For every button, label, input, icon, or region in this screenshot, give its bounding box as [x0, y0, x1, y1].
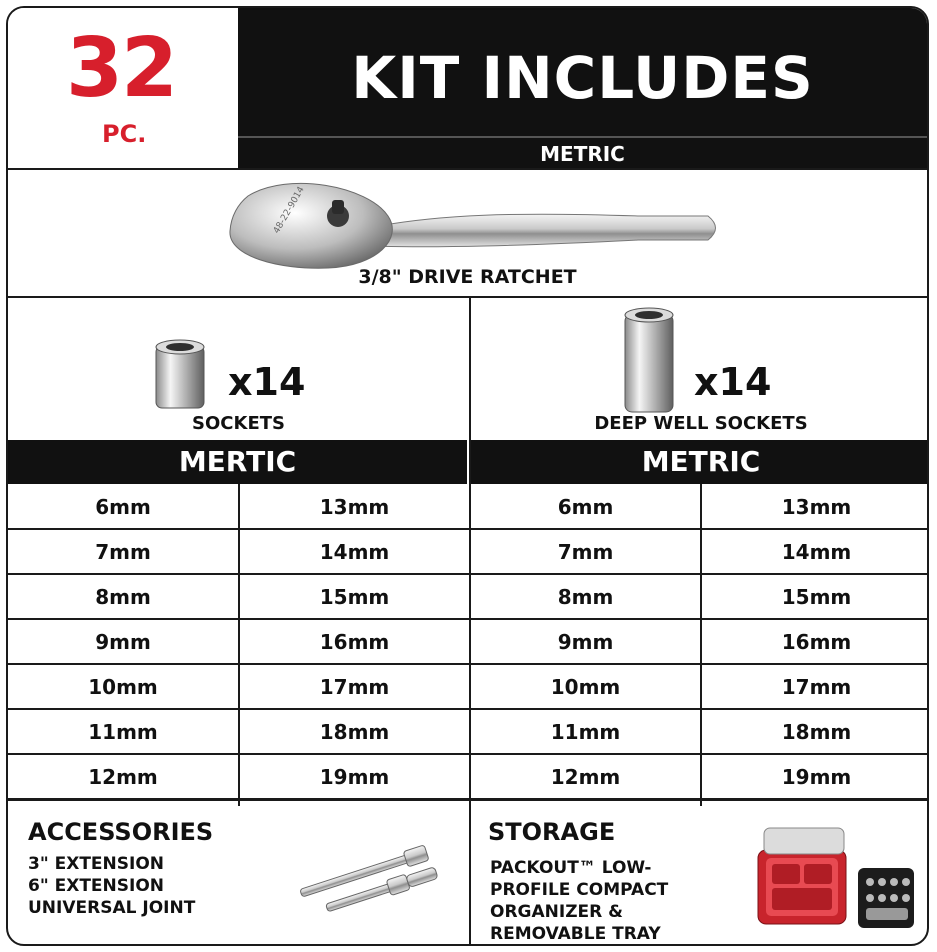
socket-size-cell: 12mm	[88, 765, 158, 789]
kit-contents-card	[6, 6, 929, 946]
bottom-divider	[469, 801, 471, 946]
deep-socket-size-cell: 7mm	[557, 540, 614, 564]
title-bar	[238, 8, 927, 136]
socket-icon	[154, 338, 206, 412]
accessory-item: 3" EXTENSION	[28, 854, 165, 874]
deep-socket-size-cell: 19mm	[781, 765, 852, 789]
deep-sockets-label: DEEP WELL SOCKETS	[594, 413, 808, 434]
packout-organizer-image	[754, 820, 924, 938]
piece-count-unit: PC.	[102, 120, 147, 148]
deep-socket-size-cell: 12mm	[550, 765, 621, 789]
deep-socket-size-cell: 15mm	[781, 585, 852, 609]
ratchet-image	[218, 176, 718, 276]
storage-title: STORAGE	[488, 818, 616, 846]
socket-size-cell: 14mm	[319, 540, 390, 564]
divider	[8, 296, 927, 298]
ratchet-engraving: 48-22-9014	[271, 185, 307, 236]
deep-socket-size-cell: 9mm	[557, 630, 614, 654]
ratchet-label: 3/8" DRIVE RATCHET	[358, 266, 577, 288]
kit-title: KIT INCLUDES	[351, 44, 814, 112]
storage-description-line: PROFILE COMPACT	[490, 880, 669, 900]
kit-subtitle: METRIC	[540, 142, 625, 166]
socket-size-cell: 10mm	[88, 675, 158, 699]
sockets-label: SOCKETS	[192, 413, 285, 434]
subtitle-bar	[238, 136, 927, 170]
socket-size-cell: 8mm	[95, 585, 151, 609]
deep-socket-size-cell: 17mm	[781, 675, 852, 699]
accessories-title: ACCESSORIES	[28, 818, 214, 846]
piece-count-number: 32	[66, 21, 177, 116]
deep-socket-size-cell: 16mm	[781, 630, 852, 654]
deep-socket-icon	[622, 306, 676, 416]
accessory-item: 6" EXTENSION	[28, 876, 165, 896]
deep-socket-quantity: x14	[694, 360, 772, 404]
socket-size-cell: 11mm	[88, 720, 158, 744]
socket-quantity: x14	[228, 360, 306, 404]
storage-description-line: ORGANIZER &	[490, 902, 623, 922]
socket-size-cell: 15mm	[319, 585, 390, 609]
storage-description-line: REMOVABLE TRAY	[490, 924, 661, 944]
deep-socket-size-cell: 11mm	[550, 720, 621, 744]
deep-socket-size-cell: 13mm	[781, 495, 852, 519]
socket-size-cell: 17mm	[319, 675, 390, 699]
deep-socket-size-cell: 6mm	[557, 495, 614, 519]
deep-socket-size-cell: 10mm	[550, 675, 621, 699]
socket-size-cell: 18mm	[319, 720, 390, 744]
accessory-item: UNIVERSAL JOINT	[28, 898, 196, 918]
socket-size-cell: 6mm	[95, 495, 151, 519]
deep-socket-size-cell: 18mm	[781, 720, 852, 744]
deep-sockets-column-header: METRIC	[471, 440, 929, 484]
deep-socket-size-cell: 14mm	[781, 540, 852, 564]
socket-size-cell: 9mm	[95, 630, 151, 654]
divider	[8, 168, 927, 170]
deep-socket-size-cell: 8mm	[557, 585, 614, 609]
accessories-image	[288, 826, 458, 918]
piece-count-box	[8, 8, 238, 168]
socket-size-cell: 19mm	[319, 765, 390, 789]
socket-size-cell: 7mm	[95, 540, 151, 564]
sockets-column-header: MERTIC	[8, 440, 467, 484]
socket-size-cell: 16mm	[319, 630, 390, 654]
storage-description-line: PACKOUT™ LOW-	[490, 858, 652, 878]
socket-size-cell: 13mm	[319, 495, 390, 519]
